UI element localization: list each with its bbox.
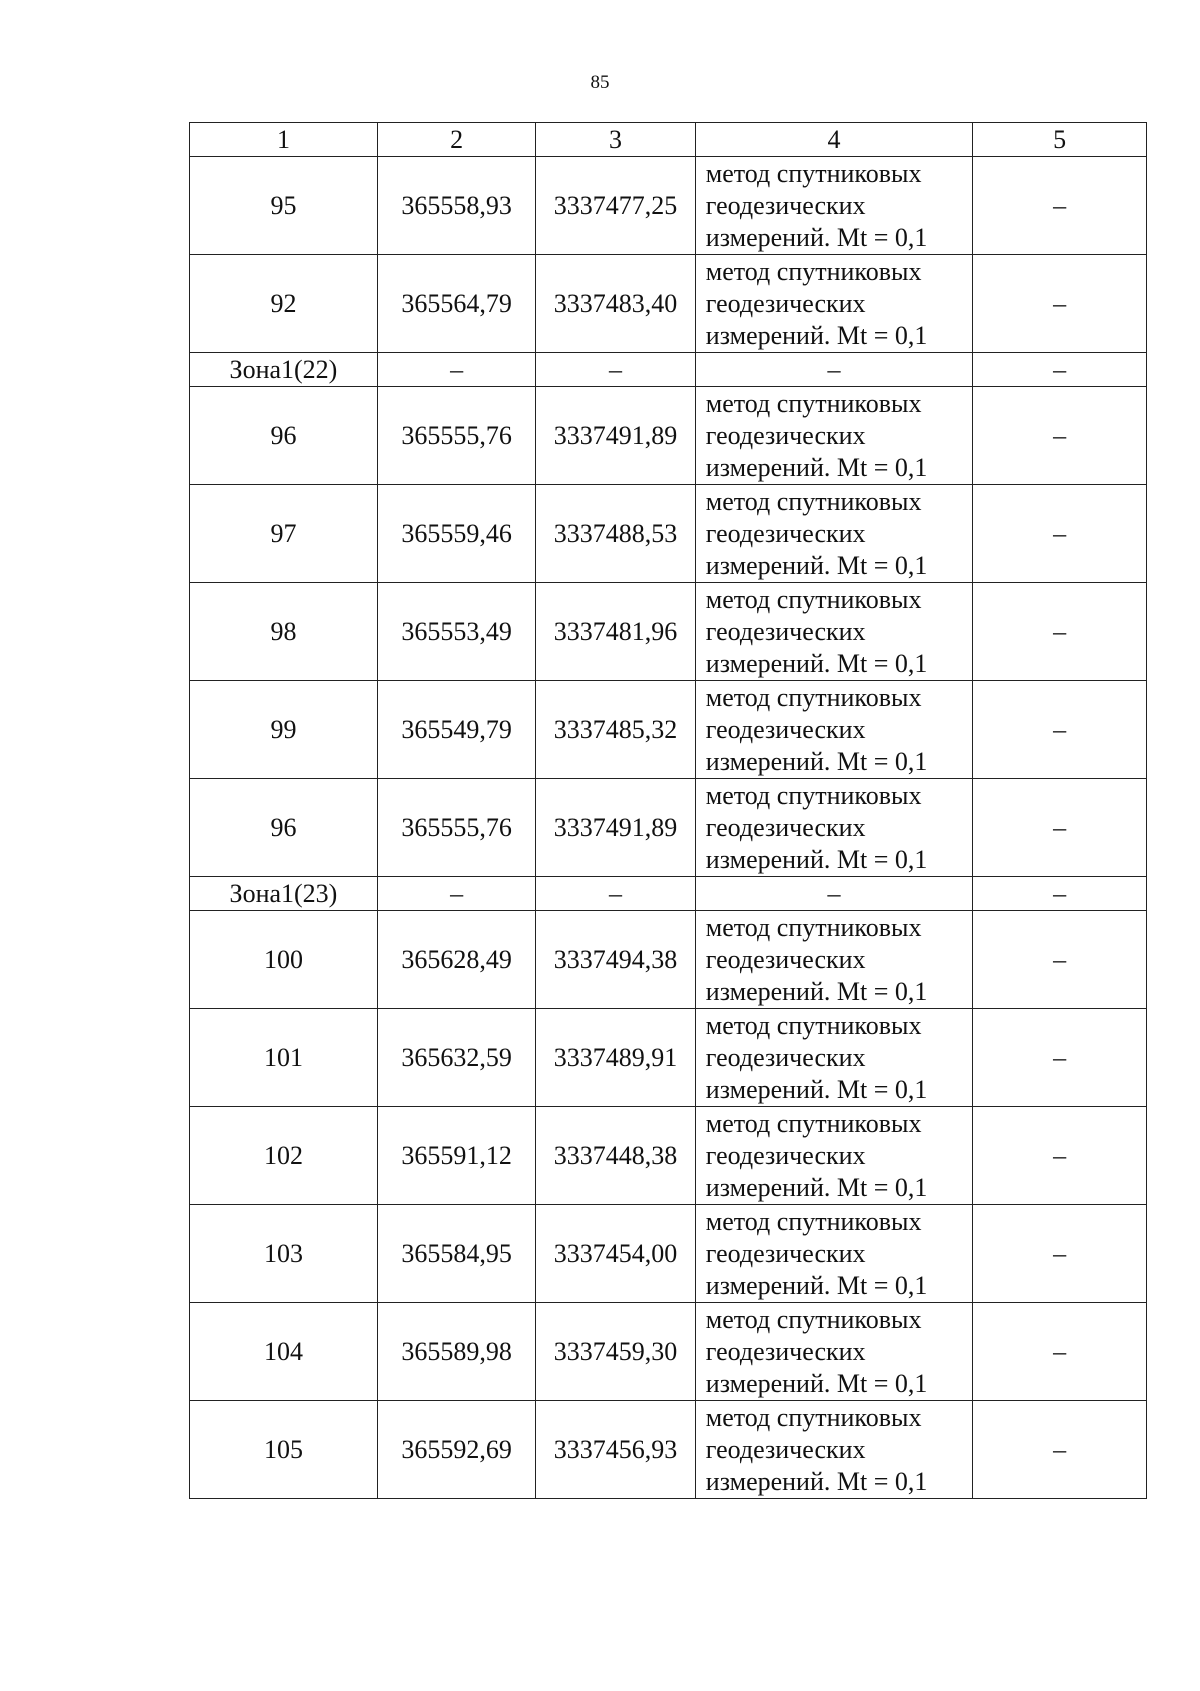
- method-line: метод спутниковых: [705, 682, 922, 712]
- x-coordinate: 365549,79: [377, 681, 535, 779]
- zone-cell: –: [377, 877, 535, 911]
- method-line: геодезических: [705, 1434, 866, 1464]
- note-cell: –: [973, 681, 1147, 779]
- method-line: измерений. Mt = 0,1: [705, 550, 928, 580]
- method-line: метод спутниковых: [705, 1402, 922, 1432]
- method-line: измерений. Mt = 0,1: [705, 1172, 928, 1202]
- y-coordinate: 3337491,89: [536, 387, 696, 485]
- method-description: [695, 157, 972, 255]
- x-coordinate: 365584,95: [377, 1205, 535, 1303]
- zone-cell: –: [973, 353, 1147, 387]
- zone-row: [190, 353, 1147, 387]
- method-line: метод спутниковых: [705, 584, 922, 614]
- method-line: геодезических: [705, 616, 866, 646]
- method-line: метод спутниковых: [705, 158, 922, 188]
- y-coordinate: 3337454,00: [536, 1205, 696, 1303]
- coordinates-table: [189, 122, 1147, 1499]
- page-number: 85: [590, 72, 610, 93]
- table-row: [190, 1401, 1147, 1499]
- table-row: [190, 911, 1147, 1009]
- y-coordinate: 3337489,91: [536, 1009, 696, 1107]
- table-row: [190, 157, 1147, 255]
- method-description: [695, 387, 972, 485]
- table-body: [190, 157, 1147, 1499]
- method-line: геодезических: [705, 420, 866, 450]
- method-line: геодезических: [705, 190, 866, 220]
- method-line: геодезических: [705, 812, 866, 842]
- method-line: измерений. Mt = 0,1: [705, 1466, 928, 1496]
- method-line: геодезических: [705, 1336, 866, 1366]
- note-cell: –: [973, 1401, 1147, 1499]
- method-line: геодезических: [705, 288, 866, 318]
- method-line: метод спутниковых: [705, 486, 922, 516]
- column-header: 4: [695, 123, 972, 157]
- method-line: метод спутниковых: [705, 912, 922, 942]
- method-line: геодезических: [705, 714, 866, 744]
- column-header: 1: [190, 123, 378, 157]
- table-row: [190, 1303, 1147, 1401]
- note-cell: –: [973, 387, 1147, 485]
- method-line: измерений. Mt = 0,1: [705, 844, 928, 874]
- x-coordinate: 365592,69: [377, 1401, 535, 1499]
- method-line: метод спутниковых: [705, 780, 922, 810]
- method-line: метод спутниковых: [705, 388, 922, 418]
- point-number: 96: [190, 387, 378, 485]
- method-line: измерений. Mt = 0,1: [705, 648, 928, 678]
- table-row: [190, 583, 1147, 681]
- note-cell: –: [973, 255, 1147, 353]
- y-coordinate: 3337494,38: [536, 911, 696, 1009]
- point-number: 92: [190, 255, 378, 353]
- x-coordinate: 365632,59: [377, 1009, 535, 1107]
- point-number: 102: [190, 1107, 378, 1205]
- method-line: метод спутниковых: [705, 1108, 922, 1138]
- y-coordinate: 3337483,40: [536, 255, 696, 353]
- y-coordinate: 3337481,96: [536, 583, 696, 681]
- column-header: 3: [536, 123, 696, 157]
- method-description: [695, 1303, 972, 1401]
- method-line: измерений. Mt = 0,1: [705, 452, 928, 482]
- x-coordinate: 365564,79: [377, 255, 535, 353]
- method-description: [695, 583, 972, 681]
- method-line: геодезических: [705, 1140, 866, 1170]
- note-cell: –: [973, 1107, 1147, 1205]
- y-coordinate: 3337485,32: [536, 681, 696, 779]
- y-coordinate: 3337459,30: [536, 1303, 696, 1401]
- table-row: [190, 1205, 1147, 1303]
- method-line: геодезических: [705, 944, 866, 974]
- zone-label: Зона1(22): [190, 353, 378, 387]
- zone-cell: –: [695, 353, 972, 387]
- table-row: [190, 255, 1147, 353]
- point-number: 98: [190, 583, 378, 681]
- x-coordinate: 365559,46: [377, 485, 535, 583]
- method-description: [695, 255, 972, 353]
- method-description: [695, 681, 972, 779]
- zone-cell: –: [536, 877, 696, 911]
- method-description: [695, 1009, 972, 1107]
- method-description: [695, 779, 972, 877]
- table-row: [190, 485, 1147, 583]
- method-line: метод спутниковых: [705, 1206, 922, 1236]
- y-coordinate: 3337448,38: [536, 1107, 696, 1205]
- method-line: метод спутниковых: [705, 1304, 922, 1334]
- x-coordinate: 365628,49: [377, 911, 535, 1009]
- method-line: измерений. Mt = 0,1: [705, 1270, 928, 1300]
- point-number: 105: [190, 1401, 378, 1499]
- zone-cell: –: [695, 877, 972, 911]
- method-description: [695, 1107, 972, 1205]
- zone-label: Зона1(23): [190, 877, 378, 911]
- point-number: 96: [190, 779, 378, 877]
- y-coordinate: 3337456,93: [536, 1401, 696, 1499]
- x-coordinate: 365555,76: [377, 387, 535, 485]
- point-number: 95: [190, 157, 378, 255]
- method-line: геодезических: [705, 1238, 866, 1268]
- table-row: [190, 779, 1147, 877]
- point-number: 101: [190, 1009, 378, 1107]
- table-row: [190, 387, 1147, 485]
- method-line: измерений. Mt = 0,1: [705, 222, 928, 252]
- zone-cell: –: [536, 353, 696, 387]
- y-coordinate: 3337491,89: [536, 779, 696, 877]
- x-coordinate: 365591,12: [377, 1107, 535, 1205]
- y-coordinate: 3337488,53: [536, 485, 696, 583]
- method-description: [695, 1205, 972, 1303]
- method-line: измерений. Mt = 0,1: [705, 320, 928, 350]
- table-row: [190, 1107, 1147, 1205]
- note-cell: –: [973, 485, 1147, 583]
- method-line: геодезических: [705, 1042, 866, 1072]
- method-line: измерений. Mt = 0,1: [705, 746, 928, 776]
- method-description: [695, 485, 972, 583]
- table-row: [190, 681, 1147, 779]
- y-coordinate: 3337477,25: [536, 157, 696, 255]
- table-row: [190, 1009, 1147, 1107]
- zone-row: [190, 877, 1147, 911]
- zone-cell: –: [377, 353, 535, 387]
- method-line: измерений. Mt = 0,1: [705, 976, 928, 1006]
- method-line: измерений. Mt = 0,1: [705, 1074, 928, 1104]
- column-header: 2: [377, 123, 535, 157]
- note-cell: –: [973, 1205, 1147, 1303]
- method-line: измерений. Mt = 0,1: [705, 1368, 928, 1398]
- method-description: [695, 1401, 972, 1499]
- point-number: 104: [190, 1303, 378, 1401]
- point-number: 100: [190, 911, 378, 1009]
- x-coordinate: 365558,93: [377, 157, 535, 255]
- method-line: метод спутниковых: [705, 1010, 922, 1040]
- column-header: 5: [973, 123, 1147, 157]
- note-cell: –: [973, 1009, 1147, 1107]
- x-coordinate: 365553,49: [377, 583, 535, 681]
- note-cell: –: [973, 583, 1147, 681]
- method-line: метод спутниковых: [705, 256, 922, 286]
- note-cell: –: [973, 157, 1147, 255]
- note-cell: –: [973, 779, 1147, 877]
- point-number: 103: [190, 1205, 378, 1303]
- method-description: [695, 911, 972, 1009]
- x-coordinate: 365589,98: [377, 1303, 535, 1401]
- method-line: геодезических: [705, 518, 866, 548]
- note-cell: –: [973, 911, 1147, 1009]
- header-row: [190, 123, 1147, 157]
- x-coordinate: 365555,76: [377, 779, 535, 877]
- point-number: 97: [190, 485, 378, 583]
- point-number: 99: [190, 681, 378, 779]
- zone-cell: –: [973, 877, 1147, 911]
- note-cell: –: [973, 1303, 1147, 1401]
